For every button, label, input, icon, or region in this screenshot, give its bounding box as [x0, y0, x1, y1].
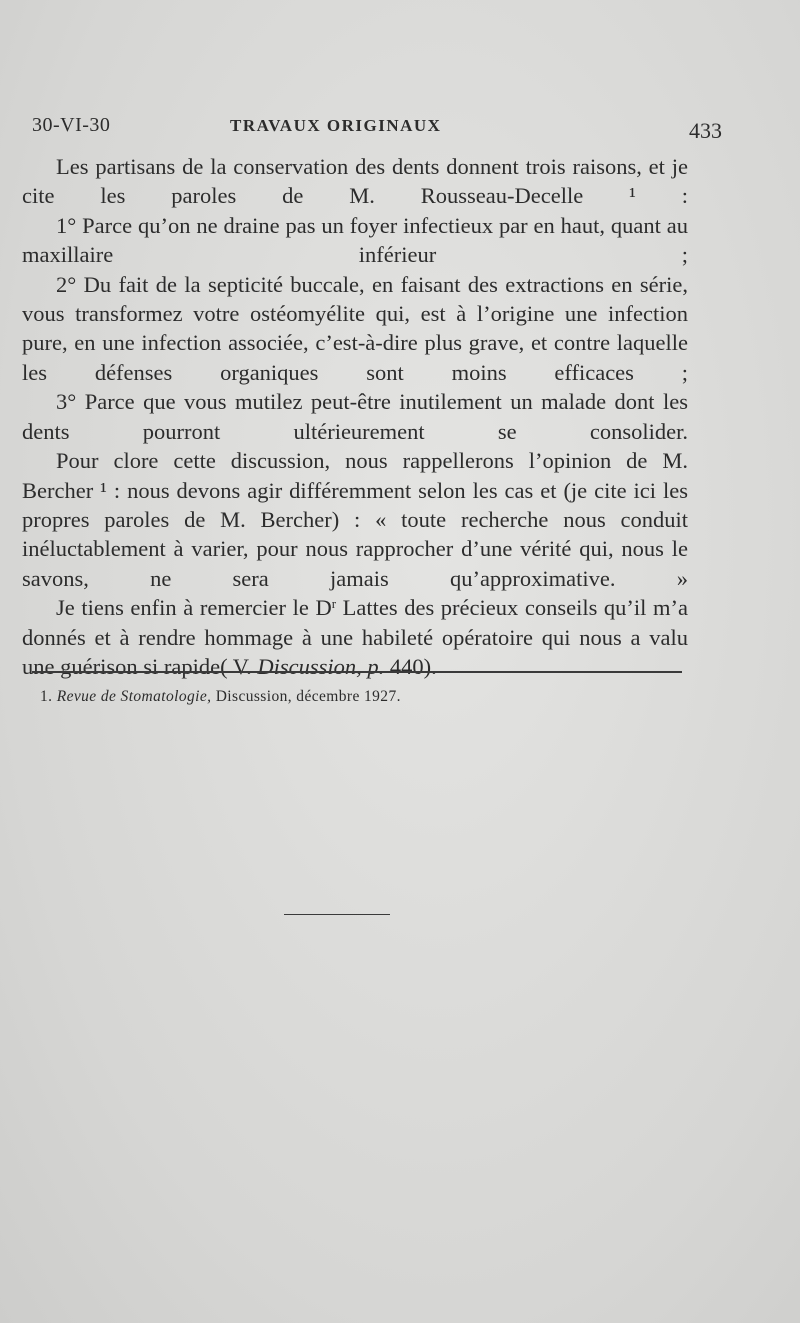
- closing-text-end: 440).: [384, 653, 437, 679]
- running-header: [32, 114, 722, 144]
- discussion-reference: Discussion, p.: [257, 653, 385, 679]
- footnote: [40, 688, 401, 706]
- paragraph-closing: [22, 593, 688, 681]
- body-text: [22, 152, 688, 681]
- closing-text-start: Je tiens enfin à remercier le D: [56, 595, 332, 621]
- footnote-journal: Revue de Stomatologie,: [56, 688, 212, 705]
- footnote-text: Discussion, décembre 1927.: [211, 688, 401, 705]
- page-number: 433: [689, 118, 722, 143]
- footnote-divider: [32, 671, 682, 673]
- paragraph: 3° Parce que vous mutilez peut-être inutilement un malade dont les dents pourront ultérieurement se consolider.: [22, 389, 688, 444]
- doctor-abbrev-sup: r: [331, 596, 337, 612]
- footnote-number: 1.: [40, 688, 53, 705]
- header-title: TRAVAUX ORIGINAUX: [230, 116, 442, 135]
- paragraph: Pour clore cette discussion, nous rappellerons l’opinion de M. Bercher ¹ : nous devons agir différemment selon les cas et (je cite ici les propres paroles de M. Bercher) : « toute recherche nous conduit inéluctablement à varier, pour nous rapprocher d’une vérité qui, nous le savons, ne sera jamais qu’approximative. »: [22, 448, 688, 591]
- paragraph: 2° Du fait de la septicité buccale, en faisant des extractions en série, vous transformez votre ostéomyélite qui, est à l’origine une infection pure, en une infection associée, c’est-à-dire plus grave, et contre laquelle les défenses organiques sont moins efficaces ;: [22, 271, 688, 385]
- end-of-article-rule: [284, 914, 390, 915]
- closing-text-middle: Lattes des précieux conseils qu’il m’a donnés et à rendre hommage à une habileté opératoire qui nous a valu une guérison si rapide( V.: [22, 595, 689, 679]
- paragraph: Les partisans de la conservation des dents donnent trois raisons, et je cite les paroles de M. Rousseau-Decelle ¹ :: [22, 154, 688, 209]
- header-date: 30-VI-30: [32, 114, 111, 136]
- paragraph: 1° Parce qu’on ne draine pas un foyer infectieux par en haut, quant au maxillaire inférieur ;: [22, 212, 688, 268]
